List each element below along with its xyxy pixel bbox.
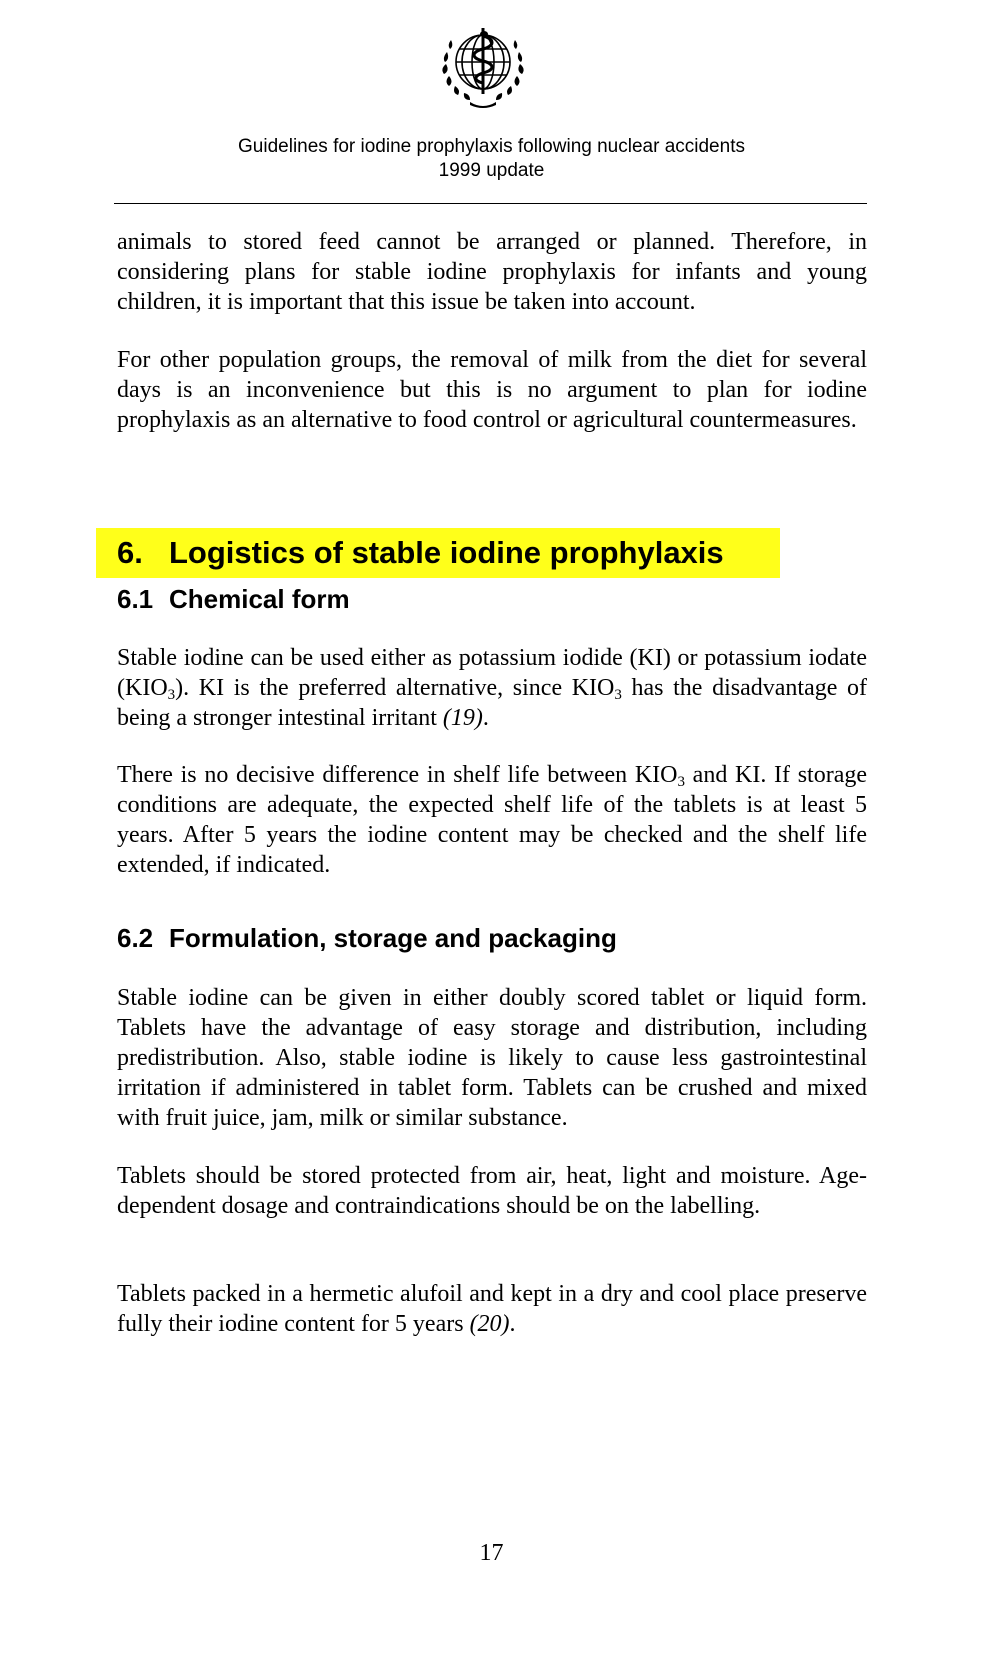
page-number: 17 [479,1540,504,1566]
section-6-1-heading [117,583,350,615]
formulation-paragraph-2: Tablets should be stored protected from air, heat, light and moisture. Age-dependent dosage and contraindications should be on the labelling. [117,1163,867,1219]
section-6-1-number: 6.1 [117,584,154,614]
section-6-2-title: Formulation, storage and packaging [169,923,617,953]
citation-19: (19) [442,705,483,731]
chemical-form-paragraph-2: There is no decisive difference in shelf life between $KIO_3$ and KI. If storage conditions are adequate, the expected shelf life of the tablets is at least 5 years. After 5 years the iodine content may be checked and the shelf life extended, if indicated. [117,762,868,878]
who-emblem-icon [437,22,529,110]
intro-paragraph-2: For other population groups, the removal of milk from the diet for several days is an inconvenience but this is no argument to plan for iodine prophylaxis as an alternative to food control or agricultural countermeasures. [117,347,867,433]
chemical-form-paragraph-1: Stable iodine can be used either as potassium iodide (KI) or potassium iodate $(KIO_3)$. KI is the preferred alternative, since $KIO_3$ has the disadvantage of being a stronger intestinal irritant (19). [117,645,868,731]
citation-20: (20) [469,1311,510,1337]
section-6-title: Logistics of stable iodine prophylaxis [169,535,724,570]
section-6-2-number: 6.2 [117,923,154,953]
formulation-paragraph-3: Tablets packed in a hermetic alufoil and kept in a dry and cool place preserve fully their iodine content for 5 years (20). [117,1281,867,1337]
document-title: Guidelines for iodine prophylaxis following nuclear accidents [238,136,745,157]
formulation-paragraph-1: Stable iodine can be given in either doubly scored tablet or liquid form. Tablets have the advantage of easy storage and distribution, including predistribution. Also, stable iodine is likely to cause less gastrointestinal irritation if administered in tablet form. Tablets can be crushed and mixed with fruit juice, jam, milk or similar substance. [117,985,867,1131]
section-6-1-title: Chemical form [169,584,350,614]
section-6-number: 6. [117,535,143,570]
section-6-2-heading [117,922,617,954]
section-6-heading [117,533,724,573]
intro-paragraph-1: animals to stored feed cannot be arranged or planned. Therefore, in considering plans for stable iodine prophylaxis for infants and young children, it is important that this issue be taken into account. [117,229,867,315]
document-subtitle: 1999 update [438,160,545,181]
header-divider [114,203,867,204]
